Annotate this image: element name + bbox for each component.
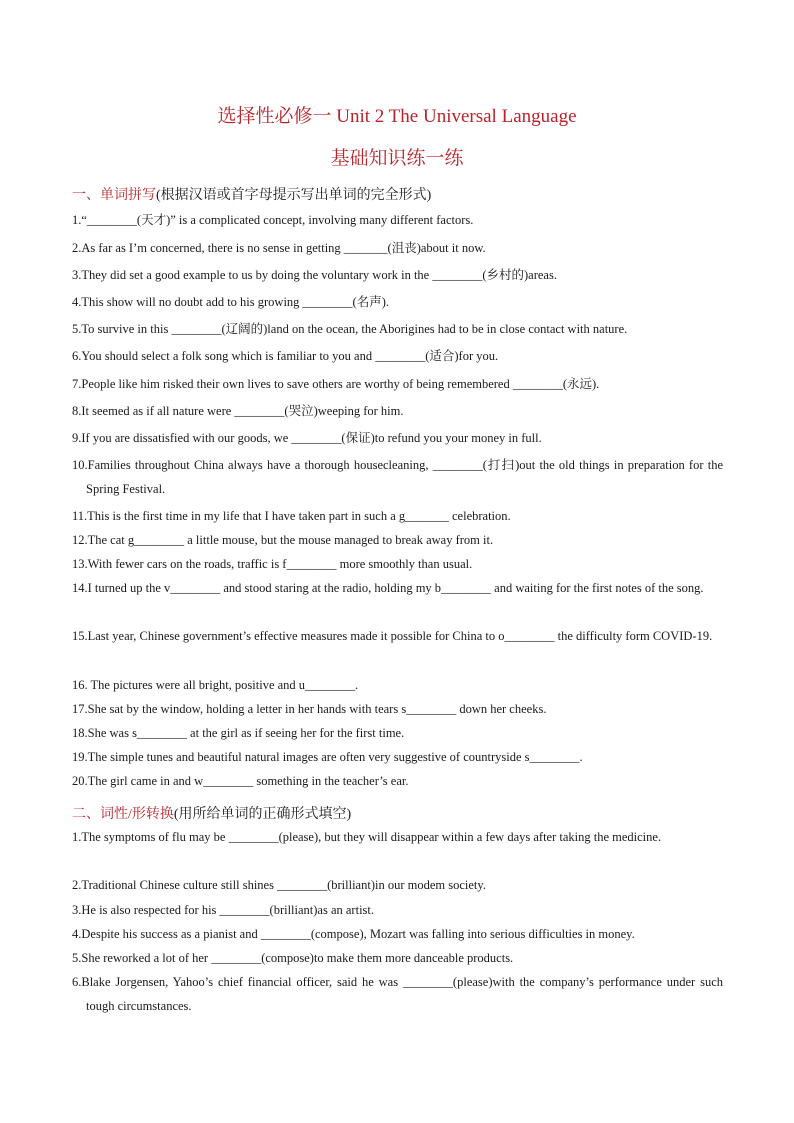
question-item: 6.Blake Jorgensen, Yahoo’s chief financial officer, said he was ________(please)with the company’s performance under such tough circumstances. xyxy=(72,975,723,1013)
question-item: 13.With fewer cars on the roads, traffic is f________ more smoothly than usual. xyxy=(72,557,473,571)
question-item: 3.They did set a good example to us by doing the voluntary work in the ________(乡村的)areas. xyxy=(72,268,557,282)
question-item: 7.People like him risked their own lives to save others are worthy of being remembered ________(永远). xyxy=(72,377,600,391)
section-instruction: (用所给单词的正确形式填空) xyxy=(173,807,352,822)
question-item: 1.The symptoms of flu may be ________(please), but they will disappear within a few days after taking the medicine. xyxy=(72,830,662,844)
question-item: 6.You should select a folk song which is familiar to you and ________(适合)for you. xyxy=(72,349,499,363)
question-item: 3.He is also respected for his ________(brilliant)as an artist. xyxy=(72,903,375,917)
question-item: 2.Traditional Chinese culture still shines ________(brilliant)in our modem society. xyxy=(72,878,486,892)
question-item: 20.The girl came in and w________ something in the teacher’s ear. xyxy=(72,774,409,788)
question-item: 2.As far as I’m concerned, there is no sense in getting _______(沮丧)about it now. xyxy=(72,241,486,255)
section-heading-spelling xyxy=(72,186,431,206)
section-name: 二、词性/形转换 xyxy=(72,807,174,822)
question-item: 8.It seemed as if all nature were ________(哭泣)weeping for him. xyxy=(72,404,404,418)
page-title: 选择性必修一 Unit 2 The Universal Language xyxy=(217,106,577,127)
question-item: 4.This show will no doubt add to his growing ________(名声). xyxy=(72,295,390,309)
section-instruction: (根据汉语或首字母提示写出单词的完全形式) xyxy=(156,188,432,203)
question-item: 11.This is the first time in my life that I have taken part in such a g_______ celebration. xyxy=(72,509,511,523)
page-subtitle: 基础知识练一练 xyxy=(330,148,464,169)
question-item: 5.She reworked a lot of her ________(compose)to make them more danceable products. xyxy=(72,951,514,965)
question-item: 17.She sat by the window, holding a letter in her hands with tears s________ down her cheeks. xyxy=(72,702,547,716)
question-item: 18.She was s________ at the girl as if seeing her for the first time. xyxy=(72,726,405,740)
question-item: 1.“________(天才)” is a complicated concept, involving many different factors. xyxy=(72,213,474,227)
question-item: 19.The simple tunes and beautiful natural images are often very suggestive of countryside s________. xyxy=(72,750,583,764)
question-item: 4.Despite his success as a pianist and ________(compose), Mozart was falling into serious difficulties in money. xyxy=(72,927,635,941)
section-name: 一、单词拼写 xyxy=(72,188,156,203)
question-item: 5.To survive in this ________(辽阔的)land on the ocean, the Aborigines had to be in close contact with nature. xyxy=(72,322,628,336)
question-item: 12.The cat g________ a little mouse, but the mouse managed to break away from it. xyxy=(72,533,494,547)
question-item: 9.If you are dissatisfied with our goods, we ________(保证)to refund you your money in full. xyxy=(72,431,542,445)
question-item: 10.Families throughout China always have a thorough housecleaning, ________(打扫)out the old things in preparation for the Spring Festival. xyxy=(72,458,723,496)
question-item: 16. The pictures were all bright, positive and u________. xyxy=(72,678,359,692)
question-item: 14.I turned up the v________ and stood staring at the radio, holding my b________ and waiting for the first notes of the song. xyxy=(72,581,704,595)
section-heading-word-forms xyxy=(72,805,351,825)
question-item: 15.Last year, Chinese government’s effective measures made it possible for China to o________ the difficulty form COVID-19. xyxy=(72,629,713,643)
